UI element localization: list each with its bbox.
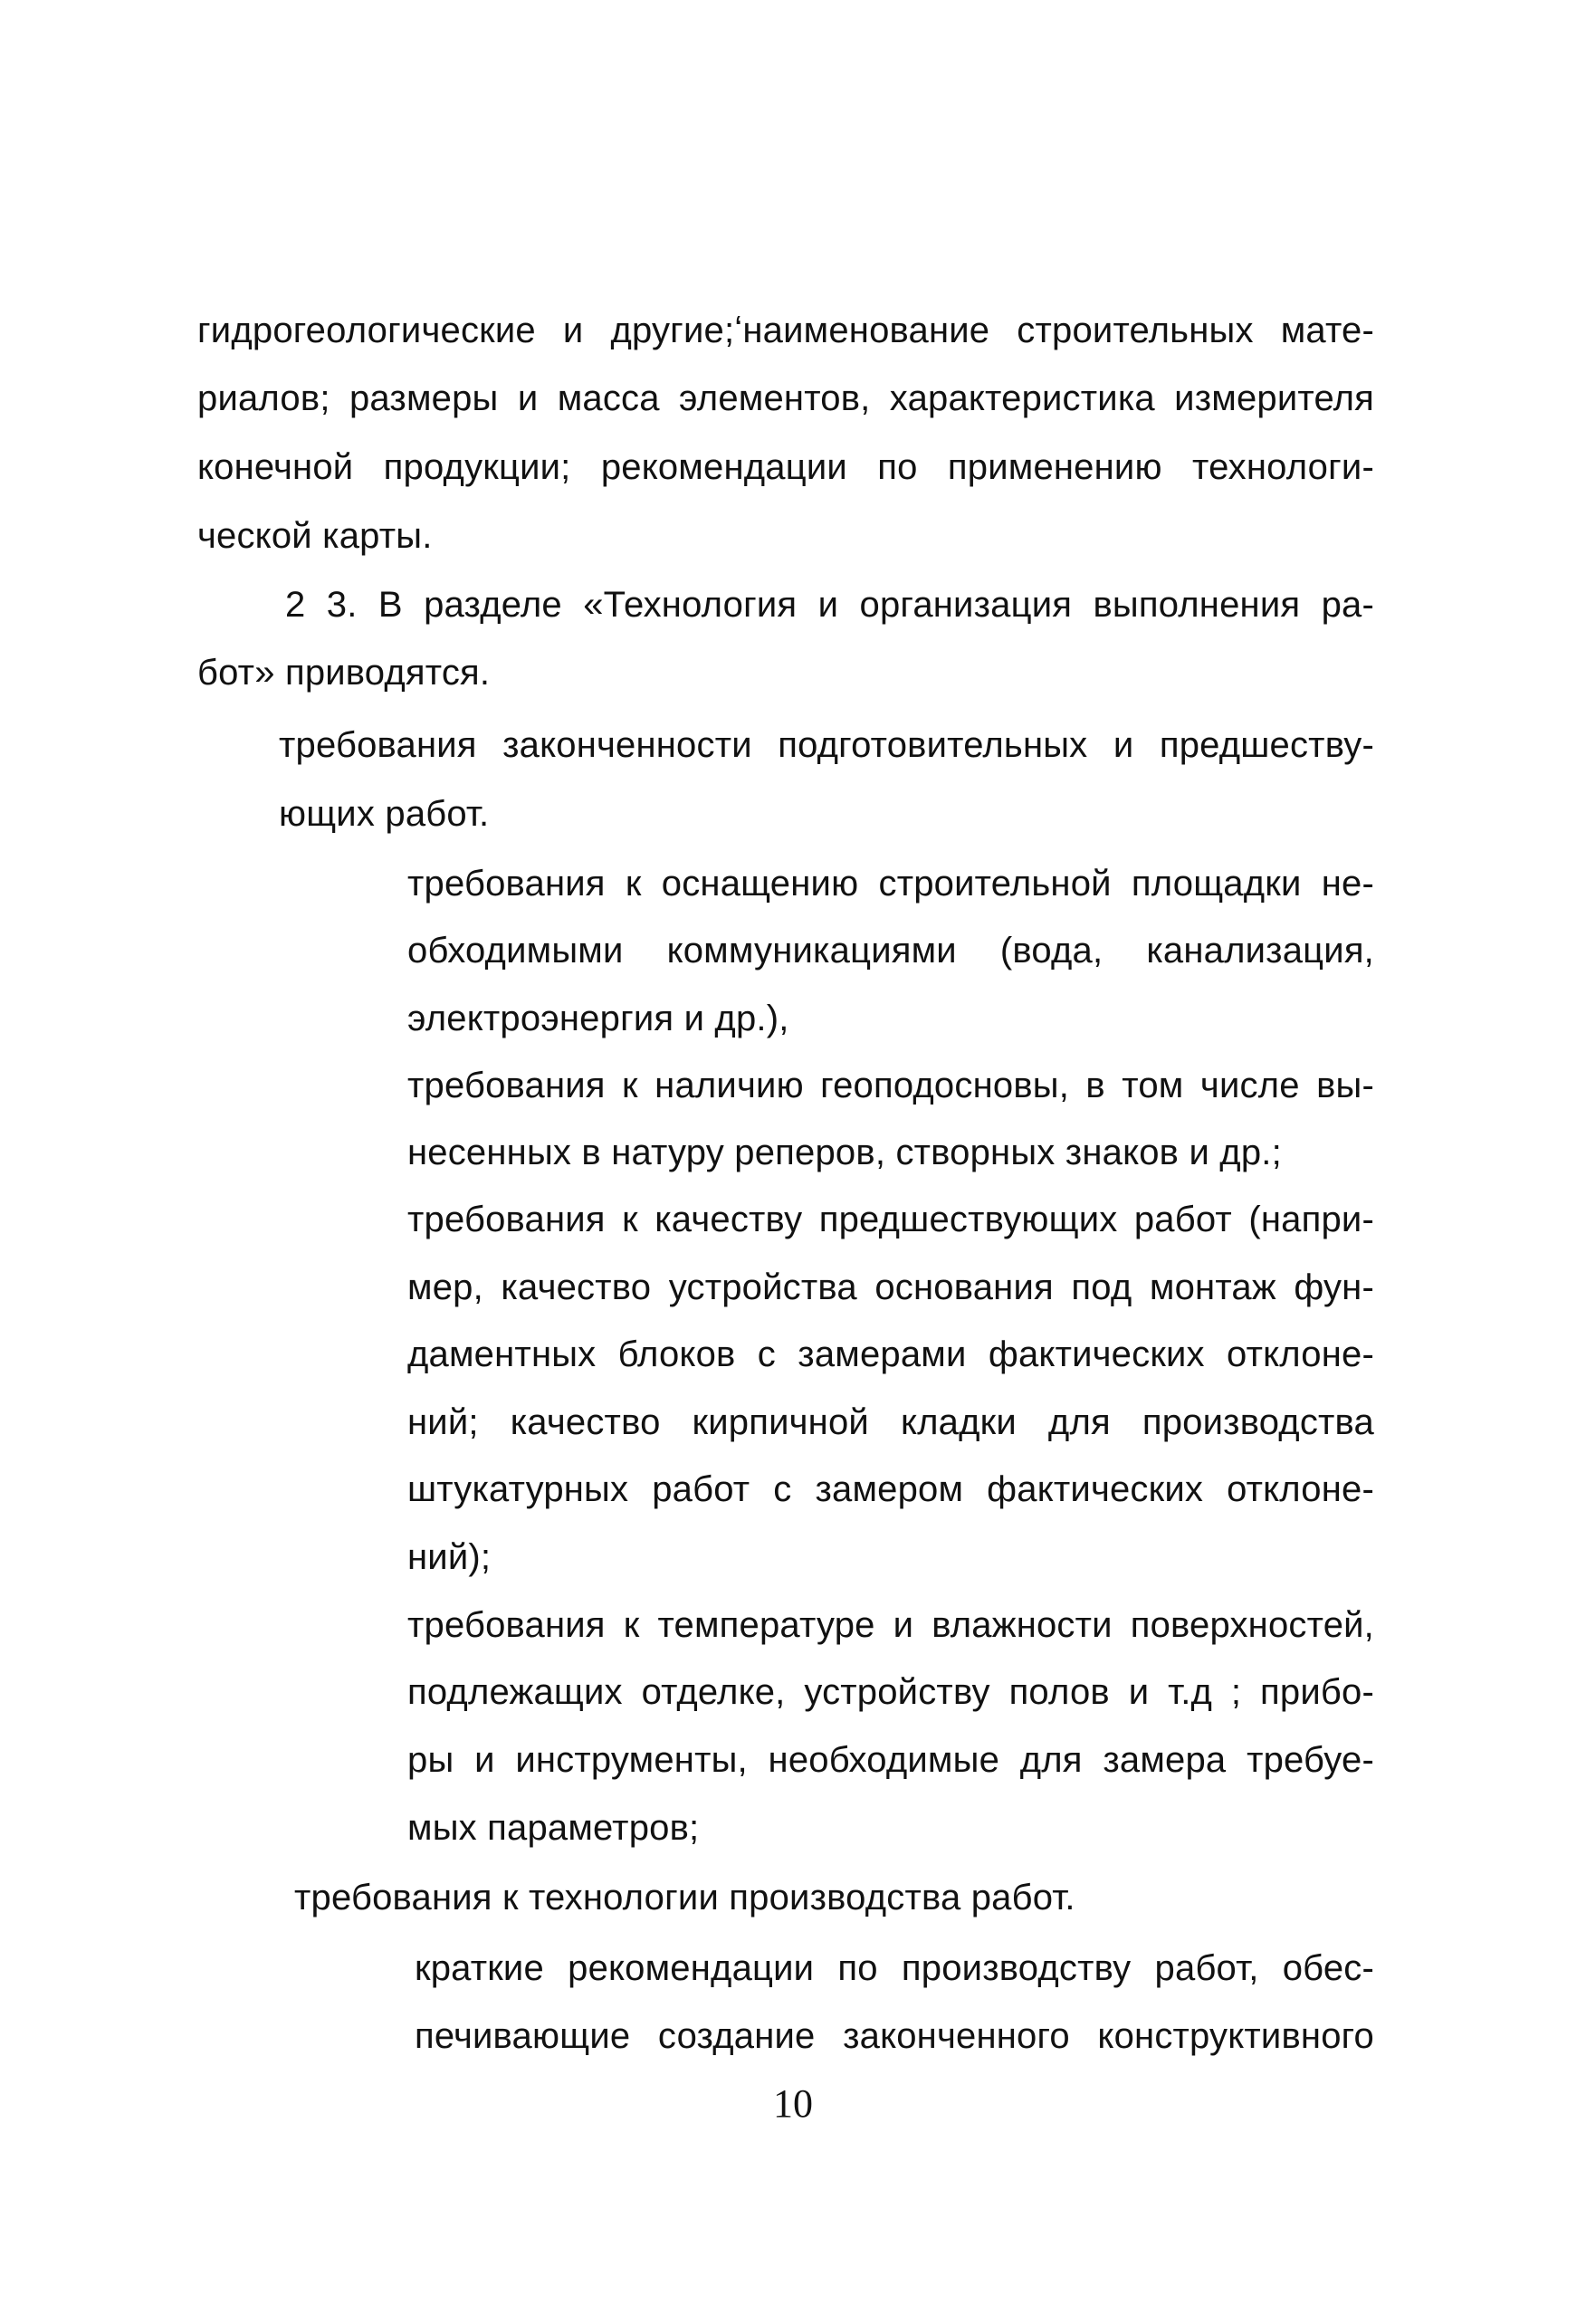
text-line: риалов; размеры и масса элементов, характеристика измерителя bbox=[197, 378, 1374, 418]
text-line: краткие рекомендации по производству работ, обес- bbox=[415, 1948, 1374, 1988]
page-number: 10 bbox=[773, 2081, 813, 2126]
text-line: штукатурных работ с замером фактических отклоне- bbox=[407, 1469, 1374, 1509]
text-line: требования к качеству предшествующих работ (напри- bbox=[407, 1200, 1374, 1239]
text-line: гидрогеологические и другие;ʻнаименование строительных мате- bbox=[197, 311, 1374, 350]
text-line: 2 3. В разделе «Технология и организация выполнения ра- bbox=[285, 585, 1374, 625]
text-line: требования к наличию геоподосновы, в том числе вы- bbox=[407, 1066, 1374, 1105]
text-line: требования к технологии производства работ. bbox=[294, 1878, 1075, 1918]
text-line: обходимыми коммуникациями (вода, канализация, bbox=[407, 931, 1374, 971]
text-line: несенных в натуру реперов, створных знаков и др.; bbox=[407, 1133, 1282, 1172]
text-line: требования к оснащению строительной площадки не- bbox=[407, 864, 1374, 904]
text-line: ний); bbox=[407, 1537, 492, 1577]
text-line: требования законченности подготовительных и предшеству- bbox=[279, 725, 1374, 765]
text-line: требования к температуре и влажности поверхностей, bbox=[407, 1605, 1374, 1645]
text-line: бот» приводятся. bbox=[197, 653, 491, 693]
text-line: подлежащих отделке, устройству полов и т.д ; прибо- bbox=[407, 1672, 1374, 1712]
text-line: электроэнергия и др.), bbox=[407, 999, 789, 1038]
text-line: печивающие создание законченного конструктивного bbox=[415, 2016, 1374, 2056]
text-line: ры и инструменты, необходимые для замера требуе- bbox=[407, 1740, 1374, 1780]
text-line: мых параметров; bbox=[407, 1808, 700, 1848]
text-line: мер, качество устройства основания под монтаж фун- bbox=[407, 1267, 1374, 1307]
text-line: ющих работ. bbox=[279, 794, 490, 834]
text-line: ческой карты. bbox=[197, 516, 433, 556]
text-line: даментных блоков с замерами фактических отклоне- bbox=[407, 1334, 1374, 1374]
text-line: конечной продукции; рекомендации по применению технологи- bbox=[197, 447, 1374, 487]
text-line: ний; качество кирпичной кладки для производства bbox=[407, 1402, 1374, 1442]
